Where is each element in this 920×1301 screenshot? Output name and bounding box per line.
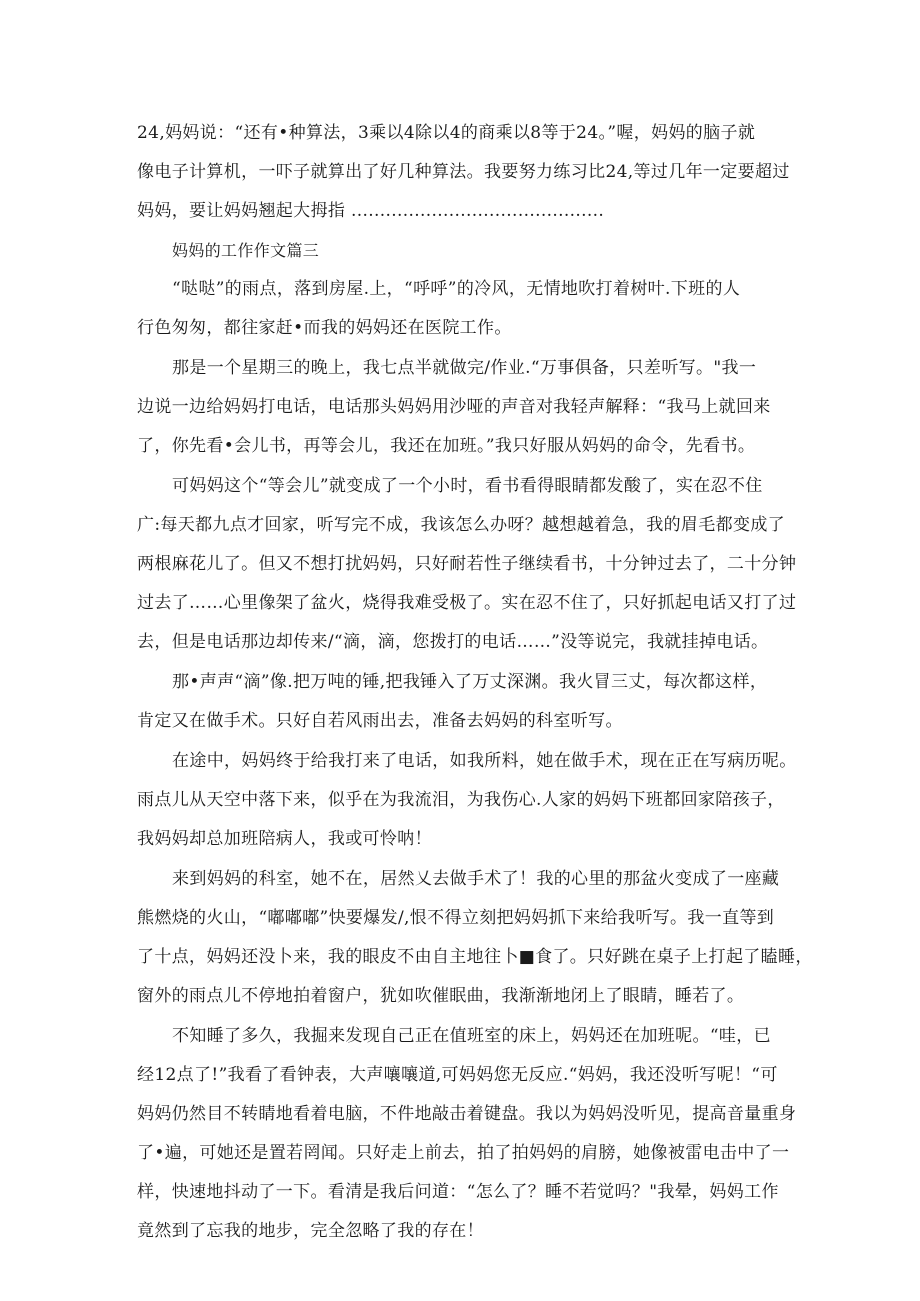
text-line: 广:每天都九点才回家，听写完不成，我该怎么办呀？越想越着急，我的眉毛都变成了 <box>137 515 786 535</box>
text-line: 妈妈仍然目不转睛地看着电脑，不件地敲击着键盘。我以为妈妈没听见，提高音量重身 <box>137 1104 797 1124</box>
text-line: 妈妈，要让妈妈翘起大拇指 ............................................ <box>137 201 605 221</box>
text-line: 边说一边给妈妈打电话，电话那头妈妈用沙哑的声音对我轻声解释：“我马上就回来 <box>137 397 771 417</box>
text-line: 行色匆匆，都往家赶•而我的妈妈还在医院工作。 <box>137 318 512 338</box>
text-line: 竟然到了忘我的地步，完全忽略了我的存在！ <box>137 1221 484 1241</box>
text-line: 那•声声“滴”像.把万吨的锤,把我锤入了万丈深渊。我火冒三丈，每次都这样， <box>172 672 768 692</box>
text-line: 窗外的雨点儿不停地拍着窗户，犹如吹催眠曲，我渐渐地闭上了眼睛，睡若了。 <box>137 986 745 1006</box>
text-line: 了，你先看•会儿书，再等会儿，我还在加班。”我只好服从妈妈的命令，先看书。 <box>137 436 756 456</box>
text-line: 可妈妈这个“等会儿”就变成了一个小时，看书看得眼睛都发酸了，实在忍不住 <box>172 476 763 496</box>
text-line: 来到妈妈的科室，她不在，居然乂去做手术了！我的心里的那盆火变成了一座藏 <box>172 869 780 889</box>
document-page <box>137 114 813 1251</box>
text-line: 经12点了!”我看了看钟表，大声嚷嚷道,可妈妈您无反应.“妈妈，我还没听写呢！“可 <box>137 1065 778 1085</box>
text-line: 在途中，妈妈终于给我打来了电话，如我所料，她在做手术，现在正在写病历呢。 <box>172 751 797 771</box>
text-line: 样，快速地抖动了一下。看清是我后问道：“怎么了？睡不若觉吗？"我晕，妈妈工作 <box>137 1182 779 1202</box>
section-title: 妈妈的工作作文篇三 <box>172 241 320 260</box>
text-line: 了十点，妈妈还没卜来，我的眼皮不由自主地往卜■食了。只好跳在桌子上打起了瞌睡， <box>137 947 813 967</box>
text-line: 了•遍，可她还是置若罔闻。只好走上前去，拍了拍妈妈的肩膀，她像被雷电击中了一 <box>137 1143 790 1163</box>
text-line: 那是一个星期三的晚上，我七点半就做完/作业.“万事俱备，只差听写。"我一 <box>172 358 757 378</box>
text-line: 雨点儿从天空中落下来，似乎在为我流泪，为我伤心.人家的妈妈下班都回家陪孩子， <box>137 790 785 810</box>
text-line: 24,妈妈说：“还有•种算法，3乘以4除以4的商乘以8等于24。”喔，妈妈的脑子就 <box>137 123 756 143</box>
text-line: 不知睡了多久，我掘来发现自己正在值班室的床上，妈妈还在加班呢。“哇，已 <box>172 1026 771 1046</box>
text-line: 肯定又在做手术。只好自若风雨出去，准备去妈妈的科室听写。 <box>137 711 623 731</box>
text-line: 熊燃烧的火山，“嘟嘟嘟”快要爆发/,恨不得立刻把妈妈抓下来给我听写。我一直等到 <box>137 908 775 928</box>
text-line: 两根麻花儿了。但又不想打扰妈妈，只好耐若性子继续看书，十分钟过去了，二十分钟 <box>137 554 797 574</box>
text-line: 像电子计算机，一吓子就算出了好几种算法。我要努力练习比24,等过几年一定要超过 <box>137 162 790 182</box>
text-line: 去，但是电话那边却传来/“滴，滴，您拨打的电话……”没等说完，我就挂掉电话。 <box>137 632 769 652</box>
text-line: 我妈妈却总加班陪病人，我或可怜呐！ <box>137 829 432 849</box>
text-line: “哒哒”的雨点，落到房屋.上，“呼呼”的冷风，无情地吹打着树叶.下班的人 <box>172 279 741 299</box>
text-line: 过去了……心里像架了盆火，烧得我难受极了。实在忍不住了，只好抓起电话又打了过 <box>137 593 797 613</box>
